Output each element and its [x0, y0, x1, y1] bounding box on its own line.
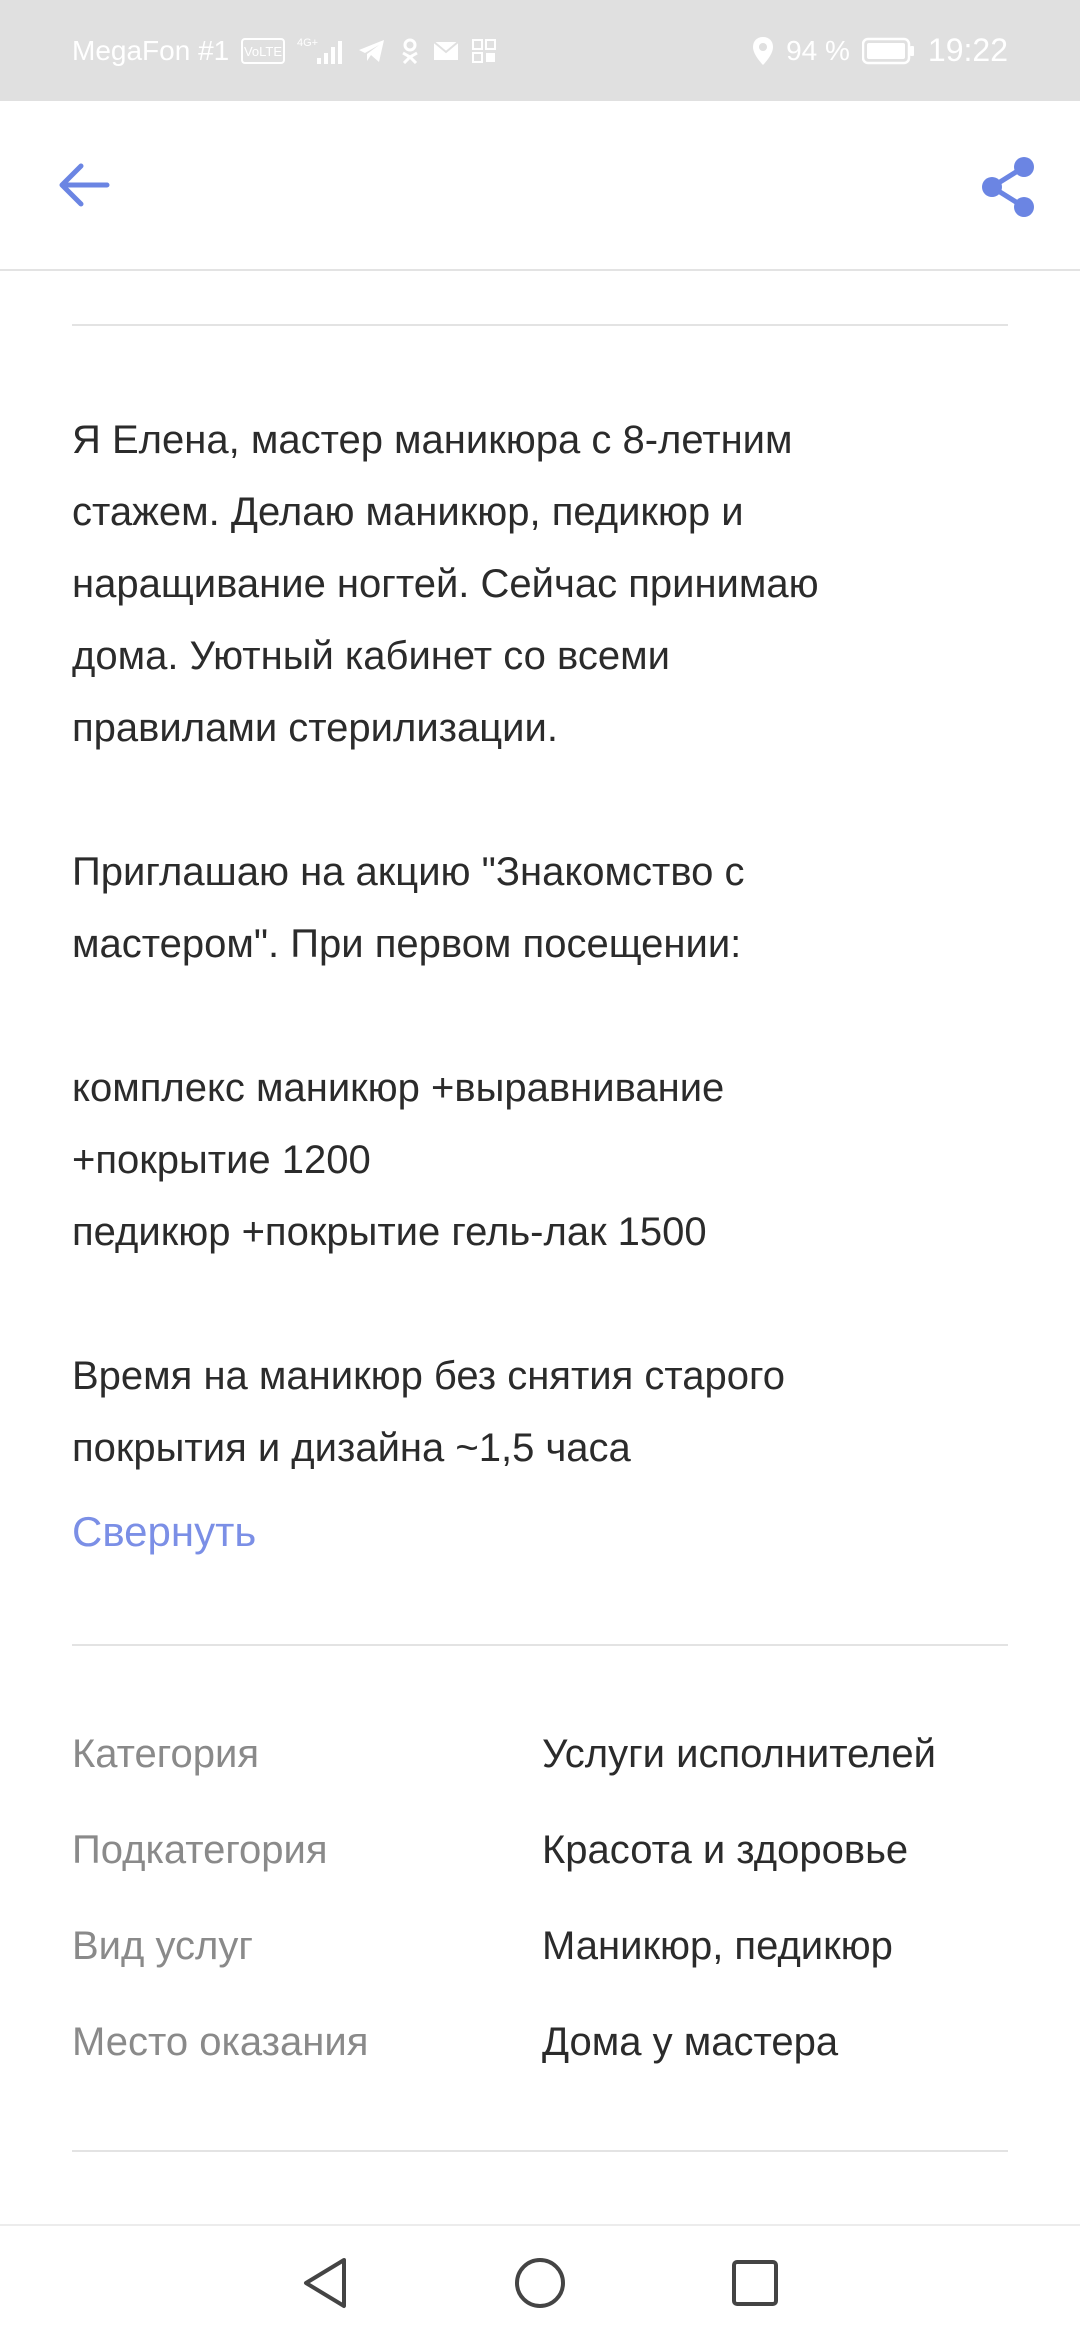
- app-bar: [0, 101, 1080, 271]
- description-text: Я Елена, мастер маникюра с 8-летним стажем. Делаю маникюр, педикюр и наращивание ногтей. Сейчас принимаю дома. Уютный кабинет со всеми правилами стерилизации. Приглашаю на акцию "Знакомство с мастером". При первом посещении: комплекс маникюр +выравнивание +покрытие 1200 педикюр +покрытие гель-лак 1500 Время на маникюр без снятия старого покрытия и дизайна ~1,5 часа: [72, 418, 819, 1470]
- clock: 19:22: [927, 32, 1008, 68]
- nav-back-button[interactable]: [295, 2253, 355, 2313]
- signal-icon: [297, 36, 345, 66]
- property-label: Категория: [72, 1731, 259, 1776]
- status-left: [72, 35, 497, 67]
- volte-icon: [241, 38, 285, 64]
- status-right: [752, 32, 1008, 69]
- divider-middle: [72, 1644, 1008, 1646]
- nav-home-button[interactable]: [510, 2253, 570, 2313]
- circle-home-icon: [513, 2256, 567, 2310]
- divider-top: [72, 324, 1008, 326]
- svg-text:4G+: 4G+: [297, 36, 319, 49]
- share-icon: [978, 155, 1038, 219]
- battery-icon: [862, 37, 916, 65]
- mail-icon: [433, 41, 459, 61]
- property-value: Дома у мастера: [542, 2019, 839, 2064]
- status-bar: [0, 0, 1080, 101]
- property-value: Услуги исполнителей: [542, 1731, 936, 1776]
- system-nav-bar: [0, 2224, 1080, 2340]
- triangle-back-icon: [300, 2256, 350, 2310]
- ok-icon: [399, 38, 421, 64]
- location-icon: [752, 36, 774, 66]
- svg-text:VoLTE: VoLTE: [244, 43, 283, 59]
- property-row-subcategory: [72, 1802, 1008, 1898]
- property-label: Подкатегория: [72, 1827, 328, 1872]
- ad-content: [72, 271, 1008, 2152]
- properties-list: [72, 1706, 1008, 2090]
- arrow-left-icon: [57, 162, 111, 208]
- nav-recents-button[interactable]: [725, 2253, 785, 2313]
- telegram-icon: [357, 38, 387, 64]
- property-value: Красота и здоровье: [542, 1827, 909, 1872]
- property-label: Место оказания: [72, 2019, 369, 2064]
- share-button[interactable]: [972, 151, 1044, 223]
- carrier-name: MegaFon #1: [72, 34, 230, 66]
- property-row-location: [72, 1994, 1008, 2090]
- back-button[interactable]: [52, 153, 116, 217]
- divider-bottom: [72, 2150, 1008, 2152]
- grid-icon: [471, 38, 497, 64]
- property-label: Вид услуг: [72, 1923, 253, 1968]
- property-value: Маникюр, педикюр: [542, 1923, 893, 1968]
- battery-percent: 94 %: [786, 34, 850, 66]
- property-row-service-type: [72, 1898, 1008, 1994]
- collapse-link[interactable]: Свернуть: [72, 1508, 257, 1555]
- property-row-category: [72, 1706, 1008, 1802]
- square-recents-icon: [730, 2258, 780, 2308]
